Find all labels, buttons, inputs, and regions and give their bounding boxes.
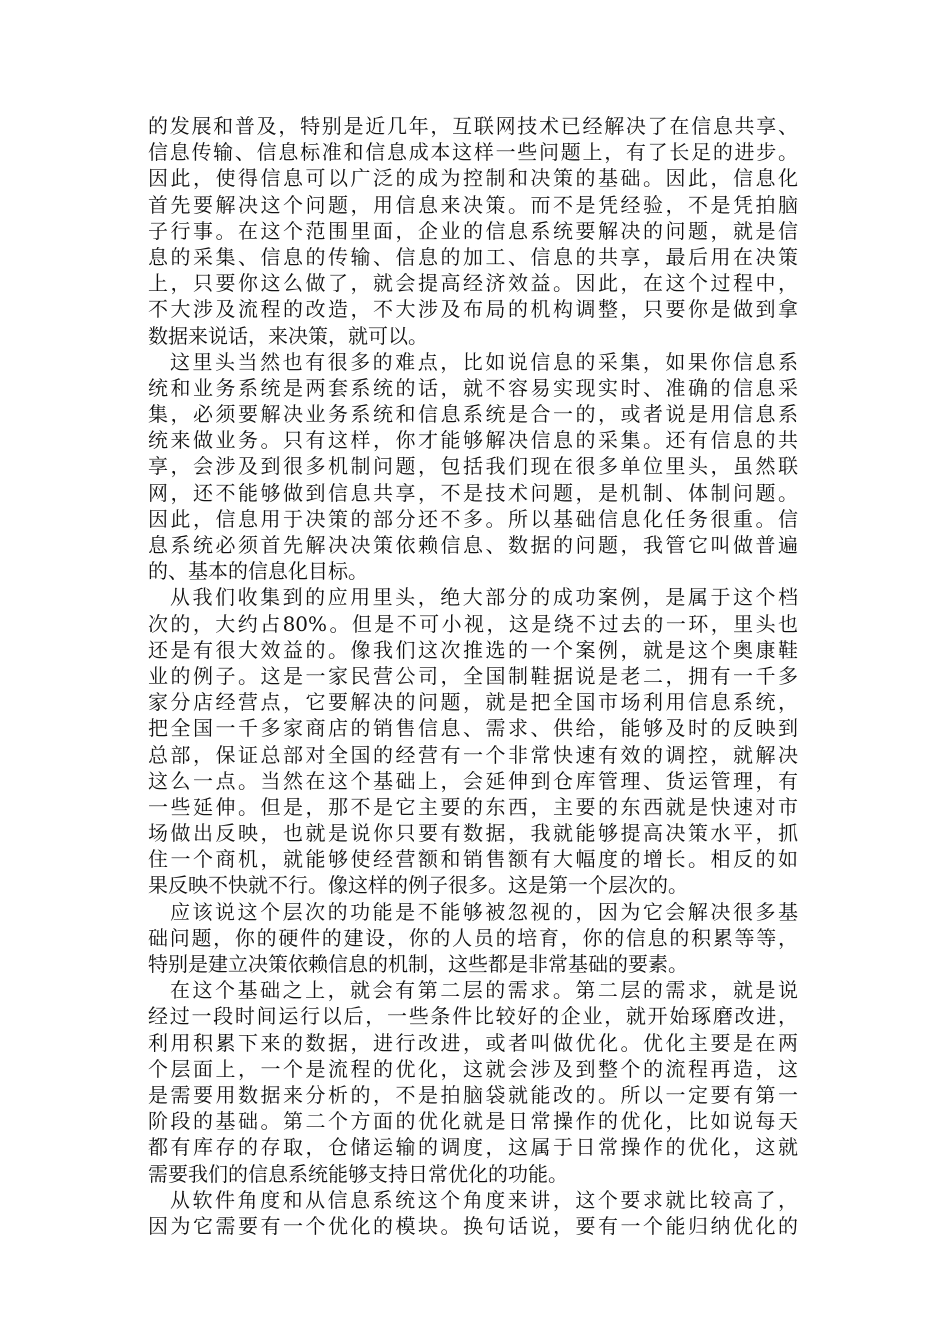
paragraph — [148, 977, 798, 1187]
text-line: 因此，使得信息可以广泛的成为控制和决策的基础。因此，信息化 — [148, 166, 798, 191]
text-line: 家分店经营点，它要解决的问题，就是把全国市场利用信息系统， — [148, 690, 798, 715]
text-line: 上，只要你这么做了，就会提高经济效益。因此，在这个过程中， — [148, 271, 798, 296]
text-line: 统和业务系统是两套系统的话，就不容易实现实时、准确的信息采 — [148, 375, 798, 400]
text-line: 集，必须要解决业务系统和信息系统是合一的，或者说是用信息系 — [148, 402, 798, 427]
text-line: 住一个商机，就能够使经营额和销售额有大幅度的增长。相反的如 — [148, 847, 798, 872]
text-line: 这里头当然也有很多的难点，比如说信息的采集，如果你信息系 — [170, 349, 798, 374]
text-line: 是需要用数据来分析的，不是拍脑袋就能改的。所以一定要有第一 — [148, 1082, 798, 1107]
text-line: 础问题，你的硬件的建设，你的人员的培育，你的信息的积累等等， — [148, 925, 798, 950]
text-line: 从我们收集到的应用里头，绝大部分的成功案例，是属于这个档 — [170, 585, 798, 610]
text-line: 网，还不能够做到信息共享，不是技术问题，是机制、体制问题。 — [148, 480, 798, 505]
text-line: 在这个基础之上，就会有第二层的需求。第二层的需求，就是说 — [170, 978, 798, 1003]
text-line: 总部，保证总部对全国的经营有一个非常快速有效的调控，就解决 — [148, 742, 798, 767]
text-line: 还是有很大效益的。像我们这次推选的一个案例，就是这个奥康鞋 — [148, 637, 798, 662]
document-body — [148, 113, 798, 1239]
text-line: 不大涉及流程的改造，不大涉及布局的机构调整，只要你是做到拿 — [148, 297, 798, 322]
text-line: 息系统必须首先解决决策依赖信息、数据的问题，我管它叫做普遍 — [148, 533, 798, 557]
text-line: 这么一点。当然在这个基础上，会延伸到仓库管理、货运管理，有 — [148, 768, 798, 793]
text-line: 次的，大约占80%。但是不可小视，这是绕不过去的一环，里头也 — [148, 611, 798, 636]
paragraph — [148, 1187, 798, 1239]
text-line: 把全国一千多家商店的销售信息、需求、供给，能够及时的反映到 — [148, 716, 798, 741]
text-line: 的发展和普及，特别是近几年，互联网技术已经解决了在信息共享、 — [148, 114, 798, 138]
text-line: 信息传输、信息标准和信息成本这样一些问题上，有了长足的进步。 — [148, 140, 798, 165]
text-line: 个层面上，一个是流程的优化，这就会涉及到整个的流程再造，这 — [148, 1056, 798, 1081]
text-line: 因此，信息用于决策的部分还不多。所以基础信息化任务很重。信 — [148, 506, 798, 531]
text-line: 场做出反映，也就是说你只要有数据，我就能够提高决策水平，抓 — [148, 821, 798, 846]
text-line: 从软件角度和从信息系统这个角度来讲，这个要求就比较高了， — [170, 1187, 798, 1212]
text-line: 利用积累下来的数据，进行改进，或者叫做优化。优化主要是在两 — [148, 1030, 798, 1055]
text-line: 首先要解决这个问题，用信息来决策。而不是凭经验，不是凭拍脑 — [148, 192, 798, 217]
text-line: 果反映不快就不行。像这样的例子很多。这是第一个层次的。 — [148, 873, 688, 898]
text-line: 都有库存的存取，仓储运输的调度，这属于日常操作的优化，这就 — [148, 1135, 798, 1160]
text-line: 享，会涉及到很多机制问题，包括我们现在很多单位里头，虽然联 — [148, 454, 798, 479]
text-line: 因为它需要有一个优化的模块。换句话说，要有一个能归纳优化的 — [148, 1213, 798, 1238]
text-line: 息的采集、信息的传输、信息的加工、信息的共享，最后用在决策 — [148, 244, 798, 269]
paragraph — [148, 584, 798, 898]
text-line: 需要我们的信息系统能够支持日常优化的功能。 — [148, 1161, 568, 1186]
paragraph — [148, 899, 798, 978]
paragraph — [148, 113, 798, 349]
text-line: 子行事。在这个范围里面，企业的信息系统要解决的问题，就是信 — [148, 218, 798, 243]
paragraph — [148, 349, 798, 585]
text-line: 统来做业务。只有这样，你才能够解决信息的采集。还有信息的共 — [148, 428, 798, 453]
text-line: 数据来说话，来决策，就可以。 — [148, 323, 428, 348]
text-line: 一些延伸。但是，那不是它主要的东西，主要的东西就是快速对市 — [148, 794, 798, 819]
text-line: 的、基本的信息化目标。 — [148, 559, 368, 584]
text-line: 经过一段时间运行以后，一些条件比较好的企业，就开始琢磨改进， — [148, 1004, 798, 1029]
text-line: 应该说这个层次的功能是不能够被忽视的，因为它会解决很多基 — [170, 899, 798, 924]
text-line: 特别是建立决策依赖信息的机制，这些都是非常基础的要素。 — [148, 952, 688, 976]
text-line: 阶段的基础。第二个方面的优化就是日常操作的优化，比如说每天 — [148, 1109, 798, 1134]
text-line: 业的例子。这是一家民营公司，全国制鞋据说是老二，拥有一千多 — [148, 663, 798, 688]
